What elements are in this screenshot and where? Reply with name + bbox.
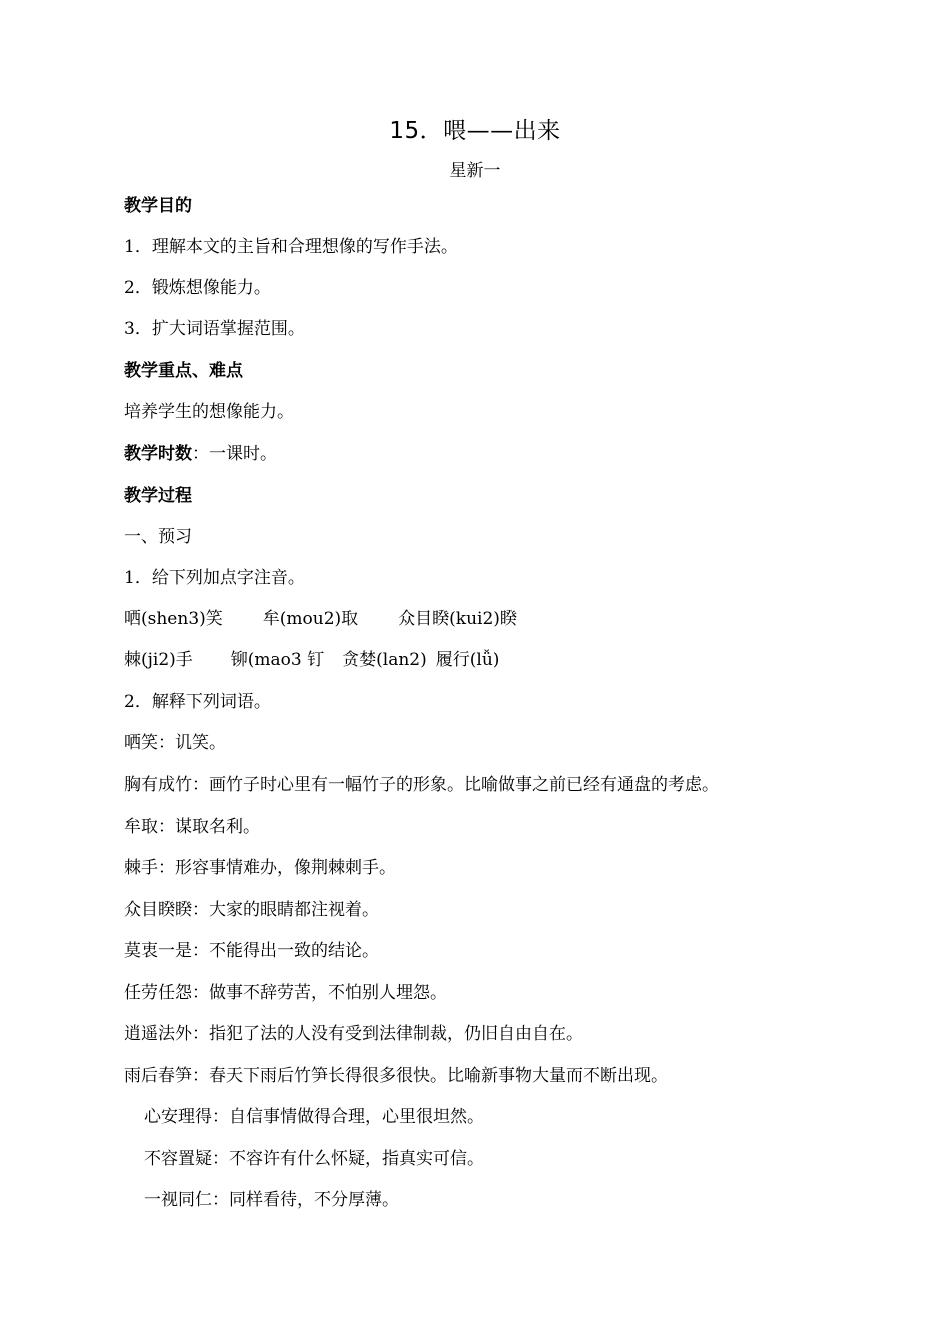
definition-item: 哂笑：讥笑。 [124,733,226,753]
definition-item: 莫衷一是：不能得出一致的结论。 [124,941,379,961]
definition-item: 任劳任怨：做事不辞劳苦，不怕别人埋怨。 [124,983,447,1003]
pinyin-item: 众目睽(kui2)睽 [398,609,517,629]
page-title: 15．喂——出来 [389,118,561,144]
goal-item: 2．锻炼想像能力。 [124,278,271,298]
task-heading: 2．解释下列词语。 [124,692,271,712]
pinyin-row [124,648,499,672]
definition-item: 棘手：形容事情难办，像荆棘刺手。 [124,858,396,878]
process-heading: 教学过程 [124,486,192,506]
key-points-heading: 教学重点、难点 [124,361,243,381]
definition-item: 心安理得：自信事情做得合理，心里很坦然。 [144,1107,484,1127]
definition-item: 牟取：谋取名利。 [124,817,260,837]
definition-item: 不容置疑：不容许有什么怀疑，指真实可信。 [144,1149,484,1169]
pinyin-row [124,607,517,631]
part-heading: 一、预习 [124,527,192,547]
pinyin-item: 履行(lǚ) [435,650,500,670]
definition-item: 逍遥法外：指犯了法的人没有受到法律制裁，仍旧自由自在。 [124,1024,583,1044]
pinyin-item: 贪婪(lan2) [342,650,427,670]
pinyin-item: 棘(ji2)手 [124,650,193,670]
pinyin-item: 铆(mao3 钉 [230,650,325,670]
pinyin-item: 牟(mou2)取 [262,609,359,629]
key-points-text: 培养学生的想像能力。 [124,402,294,422]
definition-item: 一视同仁：同样看待，不分厚薄。 [144,1190,399,1210]
goals-heading: 教学目的 [124,196,192,216]
teaching-hours-label: 教学时数 [124,444,192,464]
pinyin-item: 哂(shen3)笑 [124,609,223,629]
definition-item: 胸有成竹：画竹子时心里有一幅竹子的形象。比喻做事之前已经有通盘的考虑。 [124,775,719,795]
definition-item: 雨后春笋：春天下雨后竹笋长得很多很快。比喻新事物大量而不断出现。 [124,1066,668,1086]
teaching-hours-value: ：一课时。 [192,444,277,464]
goal-item: 3．扩大词语掌握范围。 [124,319,305,339]
task-heading: 1．给下列加点字注音。 [124,568,305,588]
goal-item: 1．理解本文的主旨和合理想像的写作手法。 [124,237,458,257]
definition-item: 众目睽睽：大家的眼睛都注视着。 [124,900,379,920]
teaching-hours [124,442,277,466]
author-name: 星新一 [449,161,501,181]
